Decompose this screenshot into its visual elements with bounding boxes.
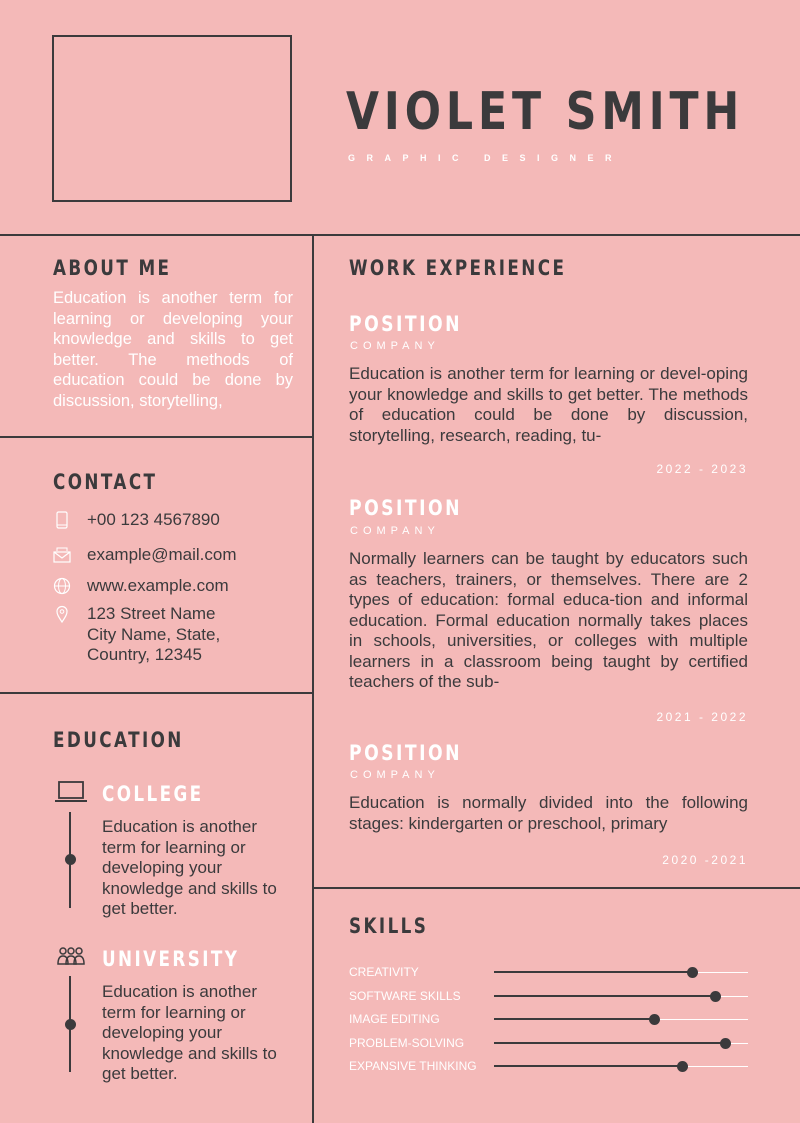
about-heading: ABOUT ME bbox=[53, 256, 172, 280]
skill-bar-fill bbox=[494, 995, 715, 997]
skill-bar bbox=[494, 972, 748, 973]
position-1-date: 2022 - 2023 bbox=[656, 462, 748, 476]
globe-icon bbox=[53, 577, 71, 595]
phone-icon bbox=[53, 511, 71, 529]
contact-phone bbox=[53, 510, 220, 531]
address-line-3: Country, 12345 bbox=[87, 645, 202, 664]
university-title: UNIVERSITY bbox=[102, 947, 240, 971]
contact-address bbox=[53, 604, 220, 666]
location-pin-icon bbox=[53, 605, 71, 623]
skills-heading: SKILLS bbox=[349, 914, 429, 938]
about-text: Education is another term for learning or developing your knowledge and skills to get better. The methods of education could be done by discussion, storytelling, bbox=[53, 289, 293, 410]
skill-bar-fill bbox=[494, 1042, 725, 1044]
skill-bar bbox=[494, 1066, 748, 1067]
skill-label: CREATIVITY bbox=[349, 965, 419, 979]
contact-website bbox=[53, 576, 229, 597]
skill-bar-fill bbox=[494, 971, 692, 973]
header-divider bbox=[0, 234, 800, 236]
laptop-icon bbox=[54, 780, 88, 809]
skill-label: PROBLEM-SOLVING bbox=[349, 1035, 465, 1050]
skill-bar bbox=[494, 1043, 748, 1044]
skill-level-dot bbox=[710, 991, 721, 1002]
skill-level-dot bbox=[687, 967, 698, 978]
position-1-text: Education is another term for learning or devel-oping your knowledge and skills to get better. The methods of education could be done by discussion, storytelling, research, reading, tu- bbox=[349, 364, 748, 445]
skill-label: SOFTWARE SKILLS bbox=[349, 988, 461, 1003]
skill-label: EXPANSIVE THINKING bbox=[349, 1059, 477, 1073]
skill-level-dot bbox=[649, 1014, 660, 1025]
address-text bbox=[87, 604, 220, 666]
about-divider bbox=[0, 436, 313, 438]
position-1-title: POSITION bbox=[349, 312, 462, 336]
position-2-title: POSITION bbox=[349, 496, 462, 520]
college-title: COLLEGE bbox=[102, 782, 204, 806]
email-text: example@mail.com bbox=[87, 545, 237, 564]
university-text: Education is another term for learning or developing your knowledge and skills to get better. bbox=[102, 982, 277, 1083]
resume-name: VIOLET SMITH bbox=[346, 82, 745, 142]
contact-heading: CONTACT bbox=[53, 470, 158, 494]
position-3-title: POSITION bbox=[349, 741, 462, 765]
address-line-1: 123 Street Name bbox=[87, 604, 216, 623]
job-title: GRAPHIC DESIGNER bbox=[348, 153, 624, 163]
skill-bar-fill bbox=[494, 1065, 682, 1067]
phone-text: +00 123 4567890 bbox=[87, 510, 220, 529]
column-divider bbox=[312, 234, 314, 1123]
mail-icon bbox=[53, 546, 71, 564]
skill-label: IMAGE EDITING bbox=[349, 1012, 440, 1026]
position-3-company: COMPANY bbox=[350, 769, 440, 781]
position-1-company: COMPANY bbox=[350, 340, 440, 352]
skill-bar bbox=[494, 996, 748, 997]
education-heading: EDUCATION bbox=[53, 728, 184, 752]
position-3-text: Education is normally divided into the following stages: kindergarten or preschool, primary bbox=[349, 793, 748, 833]
position-2-company: COMPANY bbox=[350, 525, 440, 537]
work-divider bbox=[312, 887, 800, 889]
contact-divider bbox=[0, 692, 313, 694]
skill-bar bbox=[494, 1019, 748, 1020]
university-timeline-dot bbox=[65, 1019, 76, 1030]
skill-bar-fill bbox=[494, 1018, 654, 1020]
college-timeline-dot bbox=[65, 854, 76, 865]
contact-email bbox=[53, 545, 237, 566]
address-line-2: City Name, State, bbox=[87, 624, 221, 644]
position-2-date: 2021 - 2022 bbox=[656, 710, 748, 724]
photo-placeholder bbox=[52, 35, 292, 202]
website-text: www.example.com bbox=[87, 576, 229, 595]
skill-level-dot bbox=[720, 1038, 731, 1049]
skill-level-dot bbox=[677, 1061, 688, 1072]
work-heading: WORK EXPERIENCE bbox=[349, 256, 567, 280]
position-2-text: Normally learners can be taught by educators such as teachers, trainers, or themselves. There are 2 types of education: formal educa-tion and informal education. Formal education normally takes places in schools, universities, or colleges with multiple learners in a classroom being taught by certified teachers of the sub- bbox=[349, 549, 748, 691]
college-text: Education is another term for learning or developing your knowledge and skills to get better. bbox=[102, 817, 277, 918]
group-icon bbox=[55, 946, 87, 973]
position-3-date: 2020 -2021 bbox=[662, 853, 748, 867]
